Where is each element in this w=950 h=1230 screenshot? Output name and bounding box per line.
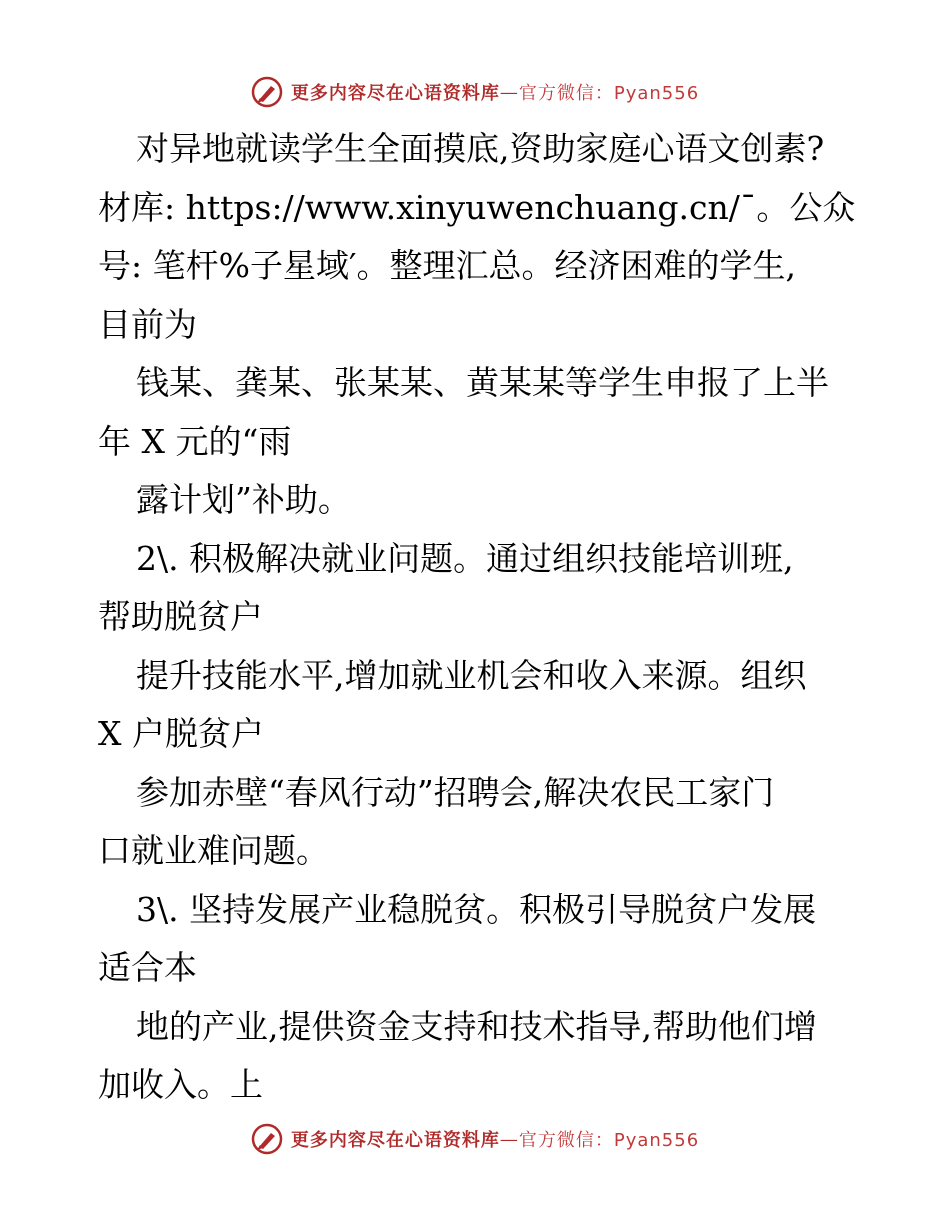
text-line: 对异地就读学生全面摸底,资助家庭心语文创素?: [136, 129, 825, 168]
watermark-text: 更多内容尽在心语资料库: [290, 1130, 500, 1151]
text-line: 号: 笔杆%子星域′。整理汇总。经济困难的学生,: [98, 246, 796, 285]
document-body: [98, 120, 858, 1115]
text-line: 口就业难问题。: [98, 831, 329, 870]
text-line: X 户脱贫户: [98, 714, 264, 753]
text-line: 露计划”补助。: [136, 480, 351, 519]
text-line: 2\. 积极解决就业问题。通过组织技能培训班,: [136, 538, 794, 578]
watermark-separator: —: [499, 81, 519, 103]
text-line: 地的产业,提供资金支持和技术指导,帮助他们增: [136, 1006, 817, 1046]
watermark-banner-top: [0, 72, 950, 112]
text-line: 钱某、龚某、张某某、黄某某等学生申报了上半: [136, 363, 829, 402]
text-line: 参加赤壁“春风行动”招聘会,解决农民工家门: [136, 772, 775, 812]
text-line: 3\. 坚持发展产业稳脱贫。积极引导脱贫户发展: [136, 889, 817, 929]
text-line: 帮助脱贫户: [98, 597, 263, 636]
watermark-separator: —: [499, 1128, 519, 1150]
text-line: 加收入。上: [98, 1065, 263, 1104]
watermark-text: 更多内容尽在心语资料库: [290, 83, 500, 104]
text-line: 年 X 元的“雨: [98, 421, 292, 461]
pen-logo-icon: [251, 1123, 283, 1155]
watermark-wechat: 官方微信：Pyan556: [518, 83, 700, 104]
text-line: 目前为: [98, 304, 197, 344]
text-line: 适合本: [98, 948, 197, 987]
watermark-banner-bottom: [0, 1119, 950, 1159]
pen-logo-icon: [251, 76, 283, 108]
text-line: 材库: https://www.xinyuwenchuang.cn/¯。公众: [98, 187, 856, 227]
watermark-wechat: 官方微信：Pyan556: [518, 1130, 700, 1151]
text-line: 提升技能水平,增加就业机会和收入来源。组织: [136, 655, 807, 695]
